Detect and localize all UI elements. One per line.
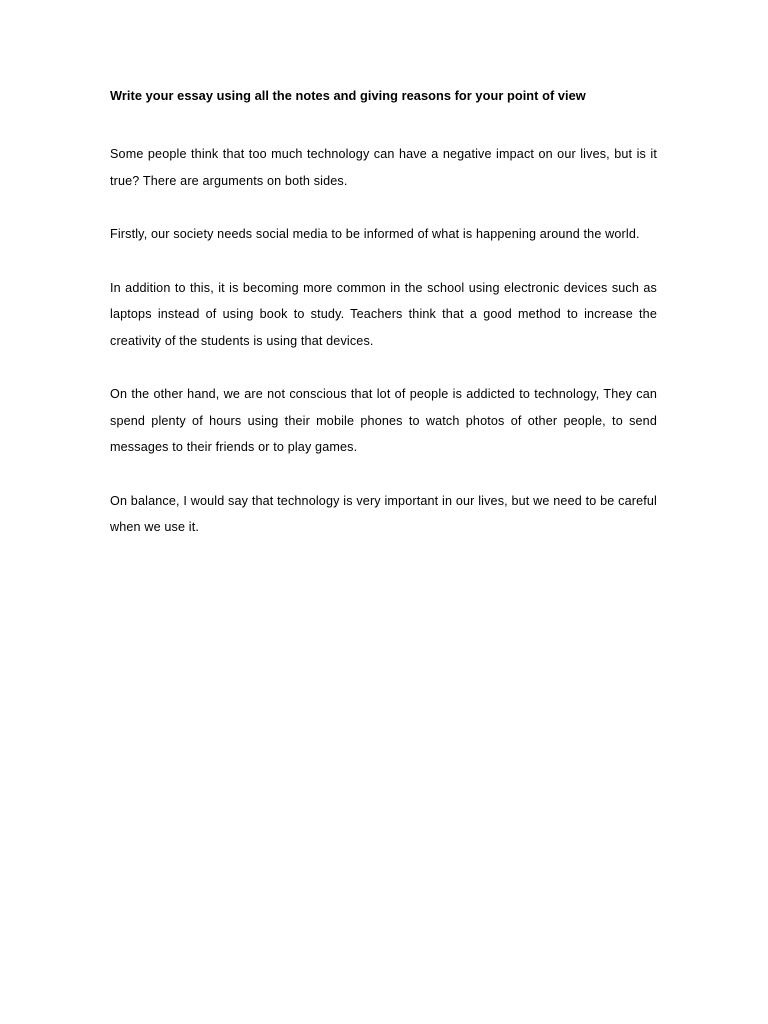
essay-paragraph-conclusion: On balance, I would say that technology is very important in our lives, but we need to be careful when we use it. — [110, 493, 657, 534]
essay-paragraph-firstly: Firstly, our society needs social media to be informed of what is happening around the world. — [110, 227, 640, 241]
essay-prompt-title: Write your essay using all the notes and giving reasons for your point of view — [110, 88, 586, 103]
essay-paragraph-other-hand: On the other hand, we are not conscious that lot of people is addicted to technology, They can spend plenty of hours using their mobile phones to watch photos of other people, to send messages to their friends or to play games. — [110, 387, 657, 454]
essay-body — [110, 86, 657, 541]
essay-paragraph-introduction: Some people think that too much technology can have a negative impact on our lives, but is it true? There are arguments on both sides. — [110, 147, 657, 188]
essay-paragraph-in-addition: In addition to this, it is becoming more common in the school using electronic devices such as laptops instead of using book to study. Teachers think that a good method to increase the creativity of the students is using that devices. — [110, 280, 657, 348]
